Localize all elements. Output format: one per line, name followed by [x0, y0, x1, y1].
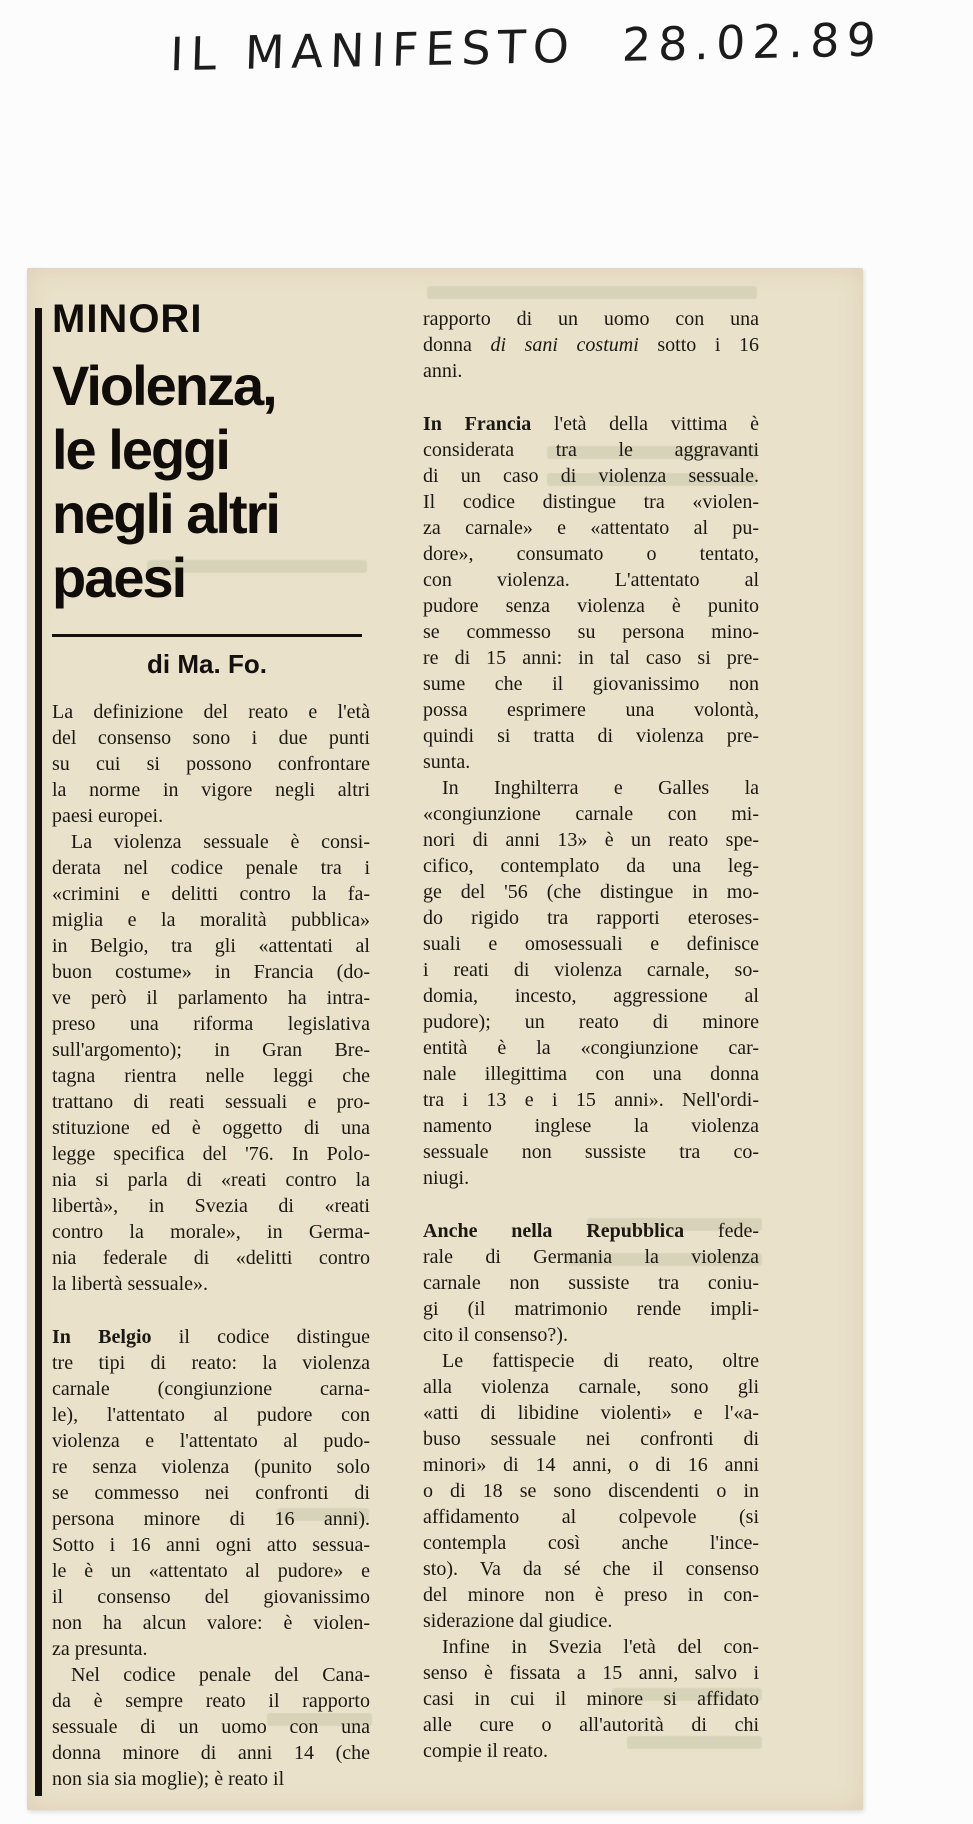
text-line: do rigido tra rapporti eteroses-	[423, 907, 759, 929]
paragraph	[423, 1348, 759, 1634]
paragraph	[423, 775, 759, 1191]
text-line: paesi europei.	[52, 805, 164, 827]
text-line: sunta.	[423, 751, 471, 773]
text-line: in Belgio, tra gli «attentati al	[52, 935, 370, 957]
paragraph	[423, 411, 759, 775]
text-line: la libertà sessuale».	[52, 1273, 209, 1295]
text-line: rapporto di un uomo con una	[423, 308, 759, 330]
bleedthrough-mark	[427, 286, 757, 299]
text-line: namento inglese la violenza	[423, 1115, 759, 1137]
text-line: contro la morale», in Germa-	[52, 1221, 370, 1243]
text-line: alla violenza carnale, sono gli	[423, 1376, 759, 1398]
text-line: stituzione ed è oggetto di una	[52, 1117, 370, 1139]
text-segment: donna	[423, 334, 491, 356]
text-line: «atti di libidine violenti» e l'«a-	[423, 1402, 759, 1424]
byline-rule	[52, 634, 362, 637]
text-line: da è sempre reato il rapporto	[52, 1690, 370, 1712]
text-line	[423, 1218, 759, 1244]
text-line: siderazione dal giudice.	[423, 1610, 613, 1632]
text-line: minori» di 14 anni, o di 16 anni	[423, 1454, 759, 1476]
title-line: le leggi	[52, 418, 229, 481]
paragraph	[52, 699, 370, 829]
text-line: gi (il matrimonio rende impli-	[423, 1298, 759, 1320]
text-line: domia, incesto, aggressione al	[423, 985, 759, 1007]
text-segment: fede-	[684, 1220, 760, 1242]
text-line: «crimini e delitti contro la fa-	[52, 883, 370, 905]
text-line: legge specifica del '76. In Polo-	[52, 1143, 370, 1165]
text-line: del minore non è preso in con-	[423, 1584, 759, 1606]
text-line: il consenso del giovanissimo	[52, 1586, 370, 1608]
text-line: rale di Germania la violenza	[423, 1246, 759, 1268]
text-line: le), l'attentato al pudore con	[52, 1404, 370, 1426]
text-line: contempla così anche l'ince-	[423, 1532, 759, 1554]
text-line: non ha alcun valore: è violen-	[52, 1612, 370, 1634]
text-line: In Inghilterra e Galles la	[442, 777, 759, 799]
text-line: violenza e l'attentato al pudo-	[52, 1430, 370, 1452]
text-line: nale illegittima con una donna	[423, 1063, 759, 1085]
text-line: persona minore di 16 anni).	[52, 1508, 370, 1530]
text-line: anni.	[423, 360, 463, 382]
text-line: sessuale di un uomo con una	[52, 1716, 370, 1738]
text-segment: In Francia	[423, 413, 532, 435]
text-line: senso è fissata a 15 anni, salvo i	[423, 1662, 759, 1684]
text-line: nori di anni 13» è un reato spe-	[423, 829, 759, 851]
text-line: re senza violenza (punito solo	[52, 1456, 370, 1478]
text-line: non sia sia moglie); è reato il	[52, 1768, 285, 1790]
paragraph	[52, 1662, 370, 1792]
text-line: carnale non sussiste tra coniu-	[423, 1272, 759, 1294]
text-line: re di 15 anni: in tal caso si pre-	[423, 647, 759, 669]
paragraph	[423, 306, 759, 384]
text-segment: Anche nella Repubblica	[423, 1220, 685, 1242]
text-line	[423, 411, 759, 437]
text-line: alle cure o all'autorità di chi	[423, 1714, 759, 1736]
right-column-text	[423, 306, 759, 1764]
text-line	[423, 332, 759, 358]
text-line	[52, 1324, 370, 1350]
text-line: derata nel codice penale tra i	[52, 857, 370, 879]
text-line: quindi si tratta di violenza pre-	[423, 725, 759, 747]
handwritten-publication: IL MANIFESTO	[169, 18, 577, 82]
text-line: cifico, contemplato da una leg-	[423, 855, 759, 877]
paragraph	[423, 1634, 759, 1764]
text-line: buso sessuale nei confronti di	[423, 1428, 759, 1450]
text-line: pudore senza violenza è punito	[423, 595, 759, 617]
text-line: La violenza sessuale è consi-	[71, 831, 370, 853]
text-line: ve però il parlamento ha intra-	[52, 987, 370, 1009]
text-line: dore», consumato o tentato,	[423, 543, 759, 565]
right-column	[423, 306, 759, 1764]
text-line: La definizione del reato e l'età	[52, 701, 370, 723]
article-title	[52, 354, 370, 610]
text-line: casi in cui il minore si affidato	[423, 1688, 759, 1710]
text-line: preso una riforma legislativa	[52, 1013, 370, 1035]
text-line: sessuale non sussiste tra co-	[423, 1141, 759, 1163]
text-line: Nel codice penale del Cana-	[71, 1664, 370, 1686]
text-line: Il codice distingue tra «violen-	[423, 491, 759, 513]
text-line: i reati di violenza carnale, so-	[423, 959, 759, 981]
left-column-text	[52, 699, 370, 1792]
text-line: del consenso sono i due punti	[52, 727, 370, 749]
byline: di Ma. Fo.	[147, 649, 267, 679]
title-line: paesi	[52, 546, 186, 609]
text-line: miglia e la moralità pubblica»	[52, 909, 370, 931]
text-line: su cui si possono confrontare	[52, 753, 370, 775]
paragraph	[52, 829, 370, 1297]
text-segment: di sani costumi	[490, 334, 639, 356]
text-line: compie il reato.	[423, 1740, 548, 1762]
text-line: sull'argomento); in Gran Bre-	[52, 1039, 370, 1061]
text-line: sto). Va da sé che il consenso	[423, 1558, 759, 1580]
title-line: Violenza,	[52, 354, 276, 417]
text-line: tre tipi di reato: la violenza	[52, 1352, 370, 1374]
text-line: «congiunzione carnale con mi-	[423, 803, 759, 825]
text-line: donna minore di anni 14 (che	[52, 1742, 370, 1764]
text-segment: il codice distingue	[151, 1326, 370, 1348]
text-line: za carnale» e «attentato al pu-	[423, 517, 759, 539]
left-column	[52, 296, 370, 1792]
text-line: za presunta.	[52, 1638, 148, 1660]
text-line: tra i 13 e i 15 anni». Nell'ordi-	[423, 1089, 759, 1111]
text-line: libertà», in Svezia di «reati	[52, 1195, 370, 1217]
text-line: Sotto i 16 anni ogni atto sessua-	[52, 1534, 370, 1556]
text-line: pudore); un reato di minore	[423, 1011, 759, 1033]
text-line: carnale (congiunzione carna-	[52, 1378, 370, 1400]
handwritten-date: 28.02.89	[621, 12, 884, 72]
text-line: se commesso su persona mino-	[423, 621, 759, 643]
text-line: Le fattispecie di reato, oltre	[442, 1350, 759, 1372]
text-line: di un caso di violenza sessuale.	[423, 465, 759, 487]
text-line: cito il consenso?).	[423, 1324, 568, 1346]
text-line: buon costume» in Francia (do-	[52, 961, 370, 983]
text-line: affidamento al colpevole (si	[423, 1506, 759, 1528]
text-line: possa esprimere una volontà,	[423, 699, 759, 721]
newspaper-clipping	[27, 268, 863, 1810]
handwritten-annotation	[169, 12, 884, 82]
paragraph	[52, 1324, 370, 1662]
text-line: con violenza. L'attentato al	[423, 569, 759, 591]
left-border-rule	[35, 308, 42, 1796]
text-line: niugi.	[423, 1167, 470, 1189]
text-line: entità è la «congiunzione car-	[423, 1037, 759, 1059]
text-line: ge del '56 (che distingue in mo-	[423, 881, 759, 903]
text-line: se commesso nei confronti di	[52, 1482, 370, 1504]
text-line: suali e omosessuali e definisce	[423, 933, 759, 955]
text-line: o di 18 se sono discendenti o in	[423, 1480, 759, 1502]
title-line: negli altri	[52, 482, 279, 545]
text-line: tagna rientra nelle leggi che	[52, 1065, 370, 1087]
text-segment: sotto i 16	[638, 334, 759, 356]
text-segment: In Belgio	[52, 1326, 152, 1348]
text-line: Infine in Svezia l'età del con-	[442, 1636, 759, 1658]
text-line: considerata tra le aggravanti	[423, 439, 759, 461]
paragraph	[423, 1218, 759, 1348]
kicker: MINORI	[52, 297, 203, 341]
text-segment: l'età della vittima è	[531, 413, 760, 435]
text-line: la norme in vigore negli altri	[52, 779, 370, 801]
text-line: trattano di reati sessuali e pro-	[52, 1091, 370, 1113]
text-line: sume che il giovanissimo non	[423, 673, 759, 695]
text-line: le è un «attentato al pudore» e	[52, 1560, 370, 1582]
text-line: nia si parla di «reati contro la	[52, 1169, 370, 1191]
text-line: nia federale di «delitti contro	[52, 1247, 370, 1269]
